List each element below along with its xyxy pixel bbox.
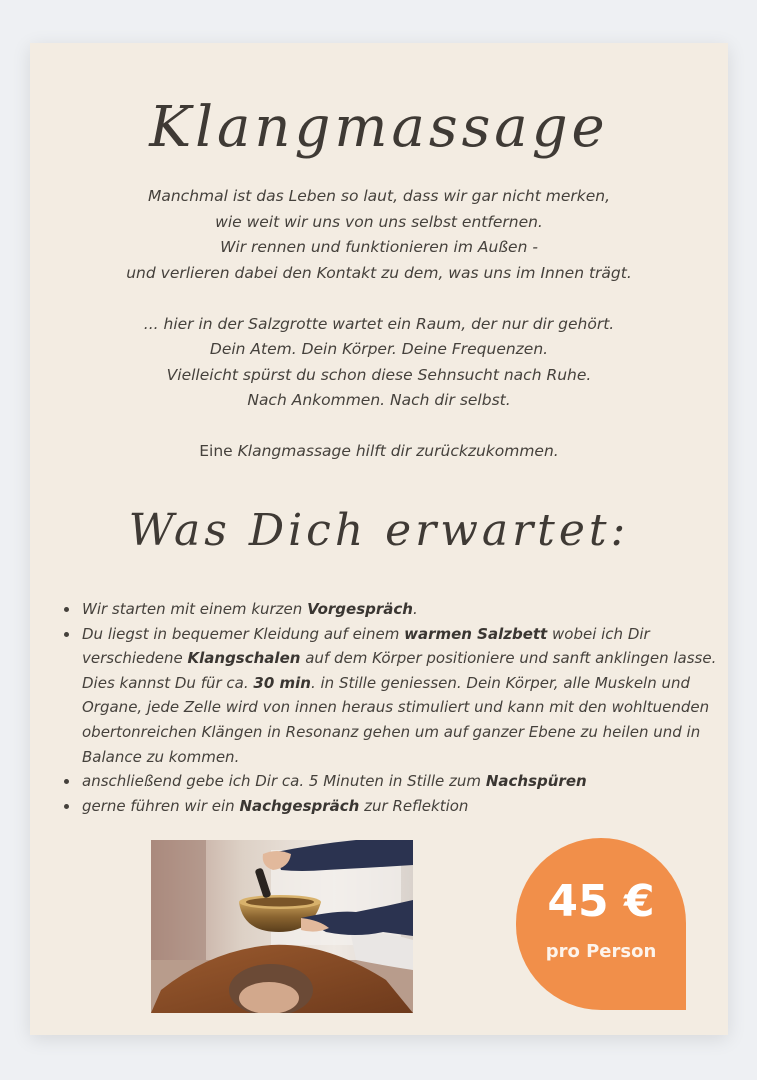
intro-line: Nach Ankommen. Nach dir selbst. <box>247 391 511 409</box>
list-item: • gerne führen wir ein Nachgespräch zur Reflektion <box>80 794 730 819</box>
intro-text <box>30 184 728 465</box>
intro-line: und verlieren dabei den Kontakt zu dem, was uns im Innen trägt. <box>126 263 632 282</box>
intro-line: ... hier in der Salzgrotte wartet ein Raum, der nur dir gehört. <box>143 314 615 333</box>
price-badge <box>516 838 686 1010</box>
intro-line: wie weit wir uns von uns selbst entfernen. <box>215 212 543 231</box>
section-heading: Was Dich erwartet: <box>128 505 630 556</box>
intro-line: Dein Atem. Dein Körper. Deine Frequenzen. <box>209 340 549 358</box>
list-item: • Wir starten mit einem kurzen Vorgespräch. <box>80 597 730 622</box>
singing-bowl-photo <box>151 840 413 1013</box>
price-unit: pro Person <box>545 941 657 962</box>
intro-closing <box>30 439 728 465</box>
flyer-page <box>30 43 728 1035</box>
page-title: Klangmassage <box>149 95 609 160</box>
price-amount: 45 € <box>547 876 655 927</box>
closing-prefix: Eine <box>199 442 238 460</box>
bullet-list <box>62 597 730 818</box>
closing-text: Klangmassage hilft dir zurückzukommen. <box>237 442 559 460</box>
list-item: • anschließend gebe ich Dir ca. 5 Minuten in Stille zum Nachspüren <box>80 769 730 794</box>
intro-line: Vielleicht spürst du schon diese Sehnsucht nach Ruhe. <box>166 365 592 384</box>
intro-line: Wir rennen und funktionieren im Außen - <box>220 238 538 256</box>
list-item: • Du liegst in bequemer Kleidung auf einem warmen Salzbett wobei ich Dir verschiedene Klangschalen auf dem Körper positioniere und sanft anklingen lasse. Dies kannst Du für ca. 30 min. in Stille geniessen. Dein Körper, alle Muskeln und Organe, jede Zelle wird von innen heraus stimuliert und kann mit den wohltuenden obertonreichen Klängen in Resonanz gehen um auf ganzer Ebene zu heilen und in Balance zu kommen. <box>80 622 730 770</box>
intro-line: Manchmal ist das Leben so laut, dass wir gar nicht merken, <box>147 187 611 205</box>
